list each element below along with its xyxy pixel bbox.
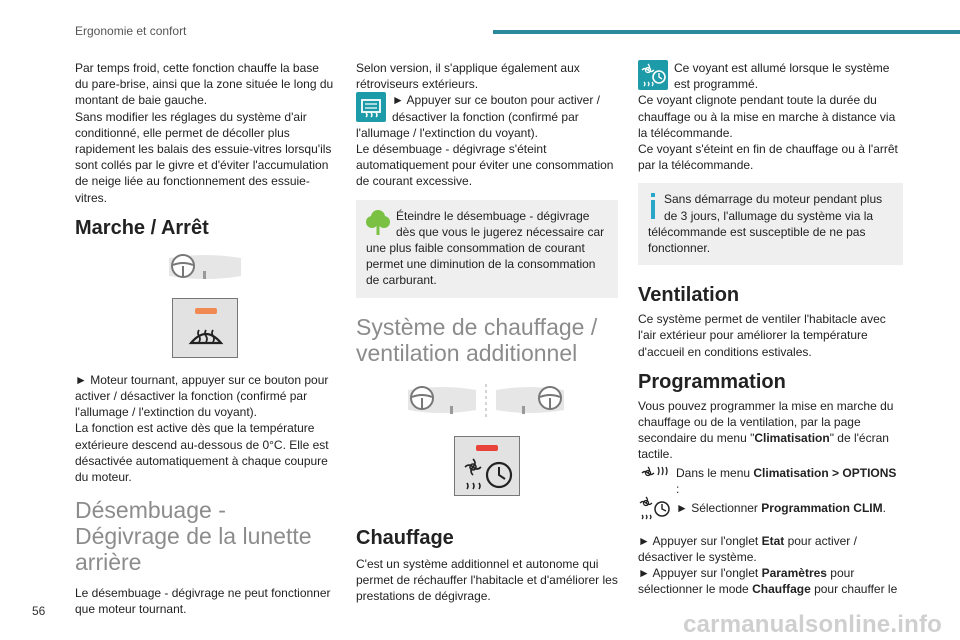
heading-ventilation: Ventilation xyxy=(638,284,740,307)
indicator-light-icon xyxy=(476,445,498,451)
paragraph: Ce voyant est allumé lorsque le système est programmé. xyxy=(674,61,890,92)
page-number: 56 xyxy=(32,604,46,618)
heading-chauffage: Chauffage xyxy=(356,526,454,549)
column-2 xyxy=(356,60,618,604)
paragraph: Ce voyant s'éteint en fin de chauffage ou à l'arrêt par la télécommande. xyxy=(638,142,898,173)
paragraph: La fonction est active dès que la température extérieure descend au-dessous de 0°C. Elle est désactivée automatiquement à chaque coupure du moteur. xyxy=(75,421,329,485)
eco-tree-icon xyxy=(366,208,390,236)
heading-marche-arret: Marche / Arrêt xyxy=(75,216,209,239)
column-1 xyxy=(75,60,335,618)
info-note-text: Sans démarrage du moteur pendant plus de 3 jours, l'allumage du système via la télécommande est susceptible de ne pas fonctionner. xyxy=(648,192,883,256)
header-accent-bar xyxy=(493,30,960,34)
eco-note-text: Éteindre le désembuage - dégivrage dès que vous le jugerez nécessaire car une plus faible consommation de courant permet une diminution de la consommation de carburant. xyxy=(366,208,605,288)
menu-instruction: Dans le menu Climatisation > OPTIONS : ► Sélectionner Programmation CLIM. xyxy=(638,465,903,527)
column-3 xyxy=(638,60,903,597)
header-section-title: Ergonomie et confort xyxy=(75,24,187,38)
paragraph: ► Moteur tournant, appuyer sur ce bouton pour activer / désactiver la fonction (confirmé par l'allumage / l'extinction du voyant). xyxy=(75,372,329,420)
paragraph: Le désembuage - dégivrage ne peut fonctionner que moteur tournant. xyxy=(75,586,331,617)
heater-timer-icon xyxy=(461,457,515,491)
heading-programmation: Programmation xyxy=(638,370,786,393)
paragraph: C'est un système additionnel et autonome qui permet de réchauffer l'habitacle et d'améliorer les prestations de dégivrage. xyxy=(356,556,618,604)
paragraph: Ce voyant clignote pendant toute la durée du chauffage ou à la mise en marche à distance via la télécommande. xyxy=(638,93,896,140)
additional-heater-button xyxy=(454,436,520,496)
indicator-light-icon xyxy=(195,308,217,314)
paragraph: Le désembuage - dégivrage s'éteint automatiquement pour éviter une consommation de courant excessive. xyxy=(356,142,614,189)
windshield-heating-button xyxy=(172,298,238,358)
eco-note xyxy=(356,200,618,298)
paragraph: Ce système permet de ventiler l'habitacle avec l'air extérieur pour améliorer la température d'accueil en conditions estivales. xyxy=(638,312,886,359)
paragraph: ► Appuyer sur l'onglet Paramètres pour sélectionner le mode Chauffage pour chauffer le xyxy=(638,566,898,597)
heading-systeme-chauffage: Système de chauffage / ventilation additionnel xyxy=(356,313,598,366)
paragraph: Sans modifier les réglages du système d'air conditionné, elle permet de décoller plus rapidement les balais des essuie-vitres lorsqu'ils sont collés par le givre et d'éviter l'accumulation de neige liée au fonctionnement des essuie-vitres. xyxy=(75,109,332,205)
paragraph: Selon version, il s'applique également aux rétroviseurs extérieurs. xyxy=(356,61,580,92)
rear-defrost-icon xyxy=(356,92,386,122)
info-icon xyxy=(648,191,658,221)
info-note xyxy=(638,183,903,265)
steering-wheel-illustration-icon xyxy=(167,254,243,284)
steering-wheel-variants-icon xyxy=(406,384,566,420)
paragraph: ► Appuyer sur ce bouton pour activer / désactiver la fonction (confirmé par l'allumage / l'extinction du voyant). xyxy=(356,93,600,140)
paragraph: ► Appuyer sur l'onglet Etat pour activer / désactiver le système. xyxy=(638,533,857,564)
heading-desembuage: Désembuage - Dégivrage de la lunette arrière xyxy=(75,497,312,576)
heater-programmed-icon xyxy=(638,60,668,90)
climate-programming-icon xyxy=(638,465,672,527)
paragraph: Par temps froid, cette fonction chauffe la base du pare-brise, ainsi que la zone située le long du montant de baie gauche. xyxy=(75,61,334,108)
front-defrost-icon xyxy=(187,323,225,347)
paragraph: Vous pouvez programmer la mise en marche du chauffage ou de la ventilation, par la page secondaire du menu "Climatisation" de l'écran tactile. xyxy=(638,398,894,462)
watermark: carmanualsonline.info xyxy=(683,611,942,638)
